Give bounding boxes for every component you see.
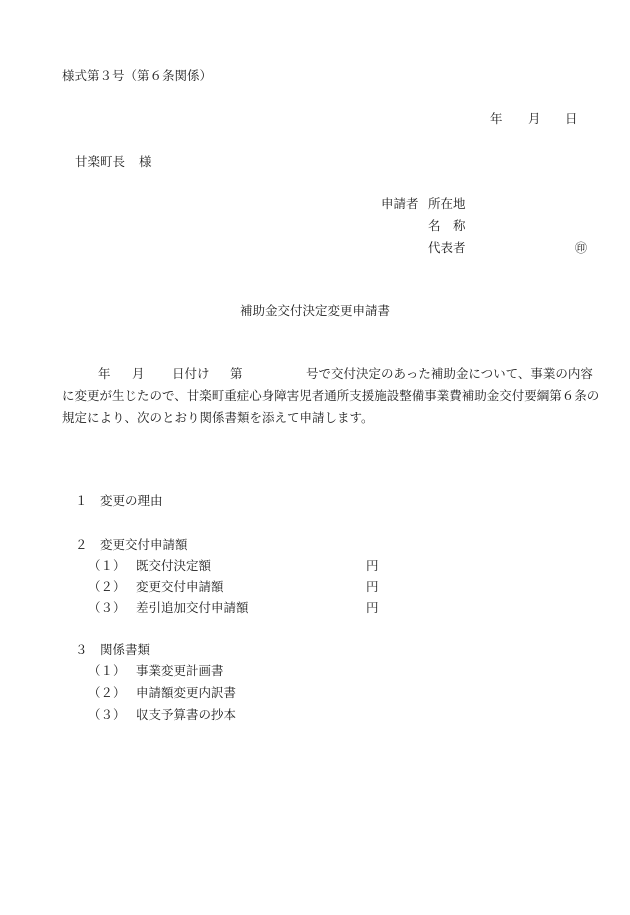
body-line-2: に変更が生じたので、甘楽町重症心身障害児者通所支援施設整備事業費補助金交付要綱第６条の	[62, 388, 600, 403]
section-number: ３	[75, 642, 88, 657]
item-label: 事業変更計画書	[136, 663, 224, 678]
item-label: 変更交付申請額	[136, 579, 224, 594]
body-line-3: 規定により、次のとおり関係書類を添えて申請します。	[62, 410, 374, 425]
item-label: 申請額変更内訳書	[136, 685, 237, 700]
item-number: （１）	[88, 663, 126, 678]
item-number: （２）	[88, 685, 126, 700]
section-title: 関係書類	[100, 642, 151, 657]
addressee	[75, 154, 152, 170]
item-unit: 円	[366, 558, 379, 573]
form-number: 様式第３号（第６条関係）	[62, 68, 213, 83]
date-month: 月	[528, 111, 541, 126]
body-number-prefix: 第	[230, 366, 243, 381]
name-label: 名 称	[428, 218, 466, 233]
body-date-suffix: 日付け	[172, 366, 210, 381]
body-month: 月	[132, 366, 145, 381]
section-number: １	[75, 493, 88, 508]
item-unit: 円	[366, 600, 379, 615]
item-unit: 円	[366, 579, 379, 594]
item-number: （２）	[88, 579, 126, 594]
addressee-name: 甘楽町長	[75, 154, 126, 169]
item-label: 差引追加交付申請額	[136, 600, 249, 615]
item-number: （３）	[88, 600, 126, 615]
address-label: 所在地	[428, 196, 466, 211]
item-number: （３）	[88, 707, 126, 722]
document-title: 補助金交付決定変更申請書	[239, 303, 390, 318]
seal-icon: ㊞	[575, 241, 588, 255]
body-year: 年	[98, 366, 111, 381]
item-label: 既交付決定額	[136, 558, 212, 573]
section-title: 変更の理由	[100, 493, 163, 508]
item-number: （１）	[88, 558, 126, 573]
date-day: 日	[565, 111, 578, 126]
date-year: 年	[490, 111, 503, 126]
addressee-honorific: 様	[139, 154, 152, 169]
section-number: ２	[75, 537, 88, 552]
representative-label: 代表者	[428, 240, 466, 255]
section-title: 変更交付申請額	[100, 537, 188, 552]
body-line-1-rest: 号で交付決定のあった補助金について、事業の内容	[306, 366, 593, 381]
applicant-label: 申請者	[381, 196, 419, 211]
item-label: 収支予算書の抄本	[136, 707, 237, 722]
